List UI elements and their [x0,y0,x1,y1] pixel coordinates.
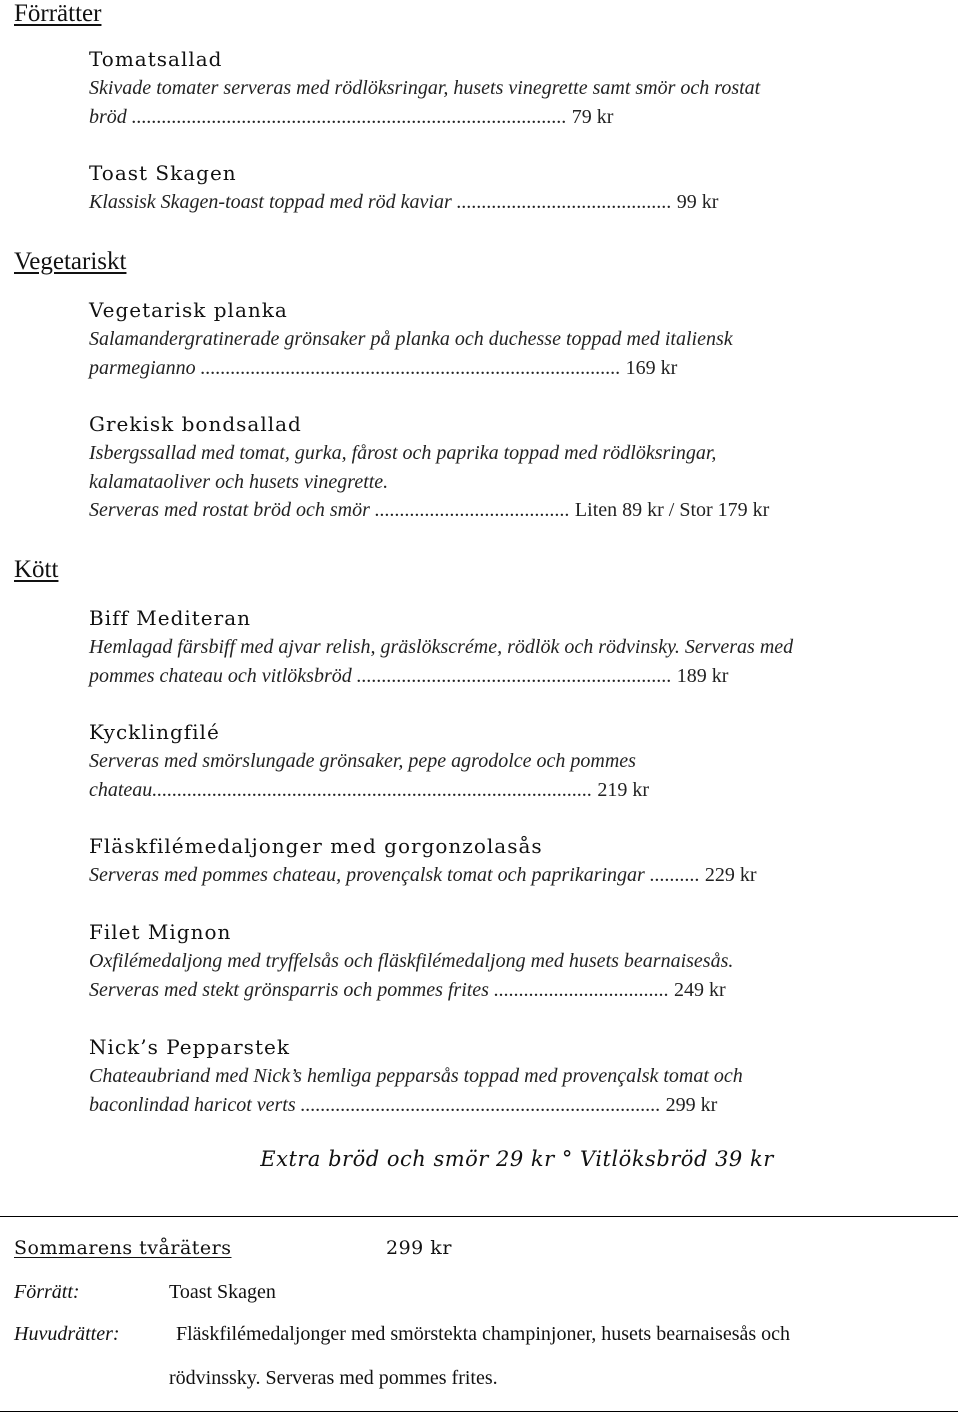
main-course-label: Huvudrätter: [14,1323,120,1345]
menu-item-price: 219 kr [597,778,649,801]
menu-item-price: 79 kr [571,105,614,128]
menu-item-price: 299 kr [665,1093,718,1116]
menu-item-price: 99 kr [676,191,719,213]
summer-menu-price: 299 kr [386,1237,452,1259]
menu-item-grekisk-bondsallad [89,409,945,525]
menu-item-price: 169 kr [625,356,678,379]
menu-item-description: Klassisk Skagen-toast toppad med röd kaviar ........................................... 99 kr [89,191,719,213]
menu-item-title: Biff Mediteran [89,606,252,630]
main-course-text-line1: Fläskfilémedaljonger med smörstekta champinjoner, husets bearnaisesås och [176,1323,791,1345]
starter-label: Förrätt: [14,1281,80,1303]
menu-item-title: Grekisk bondsallad [89,412,302,436]
main-course-text-line2: rödvinssky. Serveras med pommes frites. [169,1367,498,1389]
menu-item-description: Skivade tomater serveras med rödlöksringar, husets vinegrette samt smör och rostat bröd ....................................................................................... 79 kr [89,77,761,128]
menu-item-title: Fläskfilémedaljonger med gorgonzolasås [89,834,543,858]
menu-item-title: Vegetarisk planka [89,298,288,322]
menu-item-description: Oxfilémedaljong med tryffelsås och fläskfilémedaljong med husets bearnaisesås. Serveras med stekt grönsparris och pommes frites ................................... 249 kr [89,950,734,1001]
menu-item-price: 249 kr [673,978,726,1001]
section-heading-forratter: Förrätter [14,0,102,27]
menu-item-price: 189 kr [676,664,729,687]
menu-item-toast-skagen [89,158,945,217]
menu-item-description: Serveras med smörslungade grönsaker, pepe agrodolce och pommes chateau........................................................................................ 219 kr [89,750,649,801]
menu-item-nicks-pepparstek [89,1032,945,1119]
extras-line: Extra bröd och smör 29 kr ° Vitlöksbröd 39 kr [260,1147,774,1171]
menu-item-description: Salamandergratinerade grönsaker på planka och duchesse toppad med italiensk parmegianno .................................................................................... 169 kr [89,328,733,379]
section-heading-vegetariskt: Vegetariskt [14,248,127,275]
menu-item-price: Liten 89 kr / Stor 179 kr [574,499,770,521]
menu-item-description: Chateaubriand med Nick’s hemliga pepparsås toppad med provençalsk tomat och baconlindad haricot verts ........................................................................ 299 kr [89,1065,743,1116]
menu-item-title: Kycklingfilé [89,720,220,744]
menu-item-biff-mediteran [89,603,945,690]
menu-item-vegetarisk-planka [89,295,945,382]
section-heading-kott: Kött [14,556,59,583]
menu-item-title: Toast Skagen [89,161,237,185]
menu-item-kycklingfile [89,717,945,804]
summer-menu-box [0,1216,958,1412]
starter-text: Toast Skagen [169,1281,276,1303]
summer-menu-title: Sommarens tvåräters [14,1237,232,1259]
menu-item-description: Hemlagad färsbiff med ajvar relish, gräslökscréme, rödlök och rödvinsky. Serveras med pommes chateau och vitlöksbröd ............................................................... 189 kr [89,636,794,687]
menu-item-price: 229 kr [704,864,757,886]
menu-item-filet-mignon [89,917,945,1004]
menu-item-title: Filet Mignon [89,920,232,944]
menu-item-title: Nick’s Pepparstek [89,1035,290,1059]
menu-item-description: Isbergssallad med tomat, gurka, fårost och paprika toppad med rödlöksringar, kalamataoliver och husets vinegrette. Serveras med rostat bröd och smör ....................................... Liten 89 kr / Stor 179 kr [89,442,770,521]
menu-item-tomatsallad [89,44,945,131]
menu-item-description: Serveras med pommes chateau, provençalsk tomat och paprikaringar .......... 229 kr [89,864,757,886]
menu-item-title: Tomatsallad [89,47,223,71]
menu-item-flaskfilemedaljonger [89,831,945,890]
